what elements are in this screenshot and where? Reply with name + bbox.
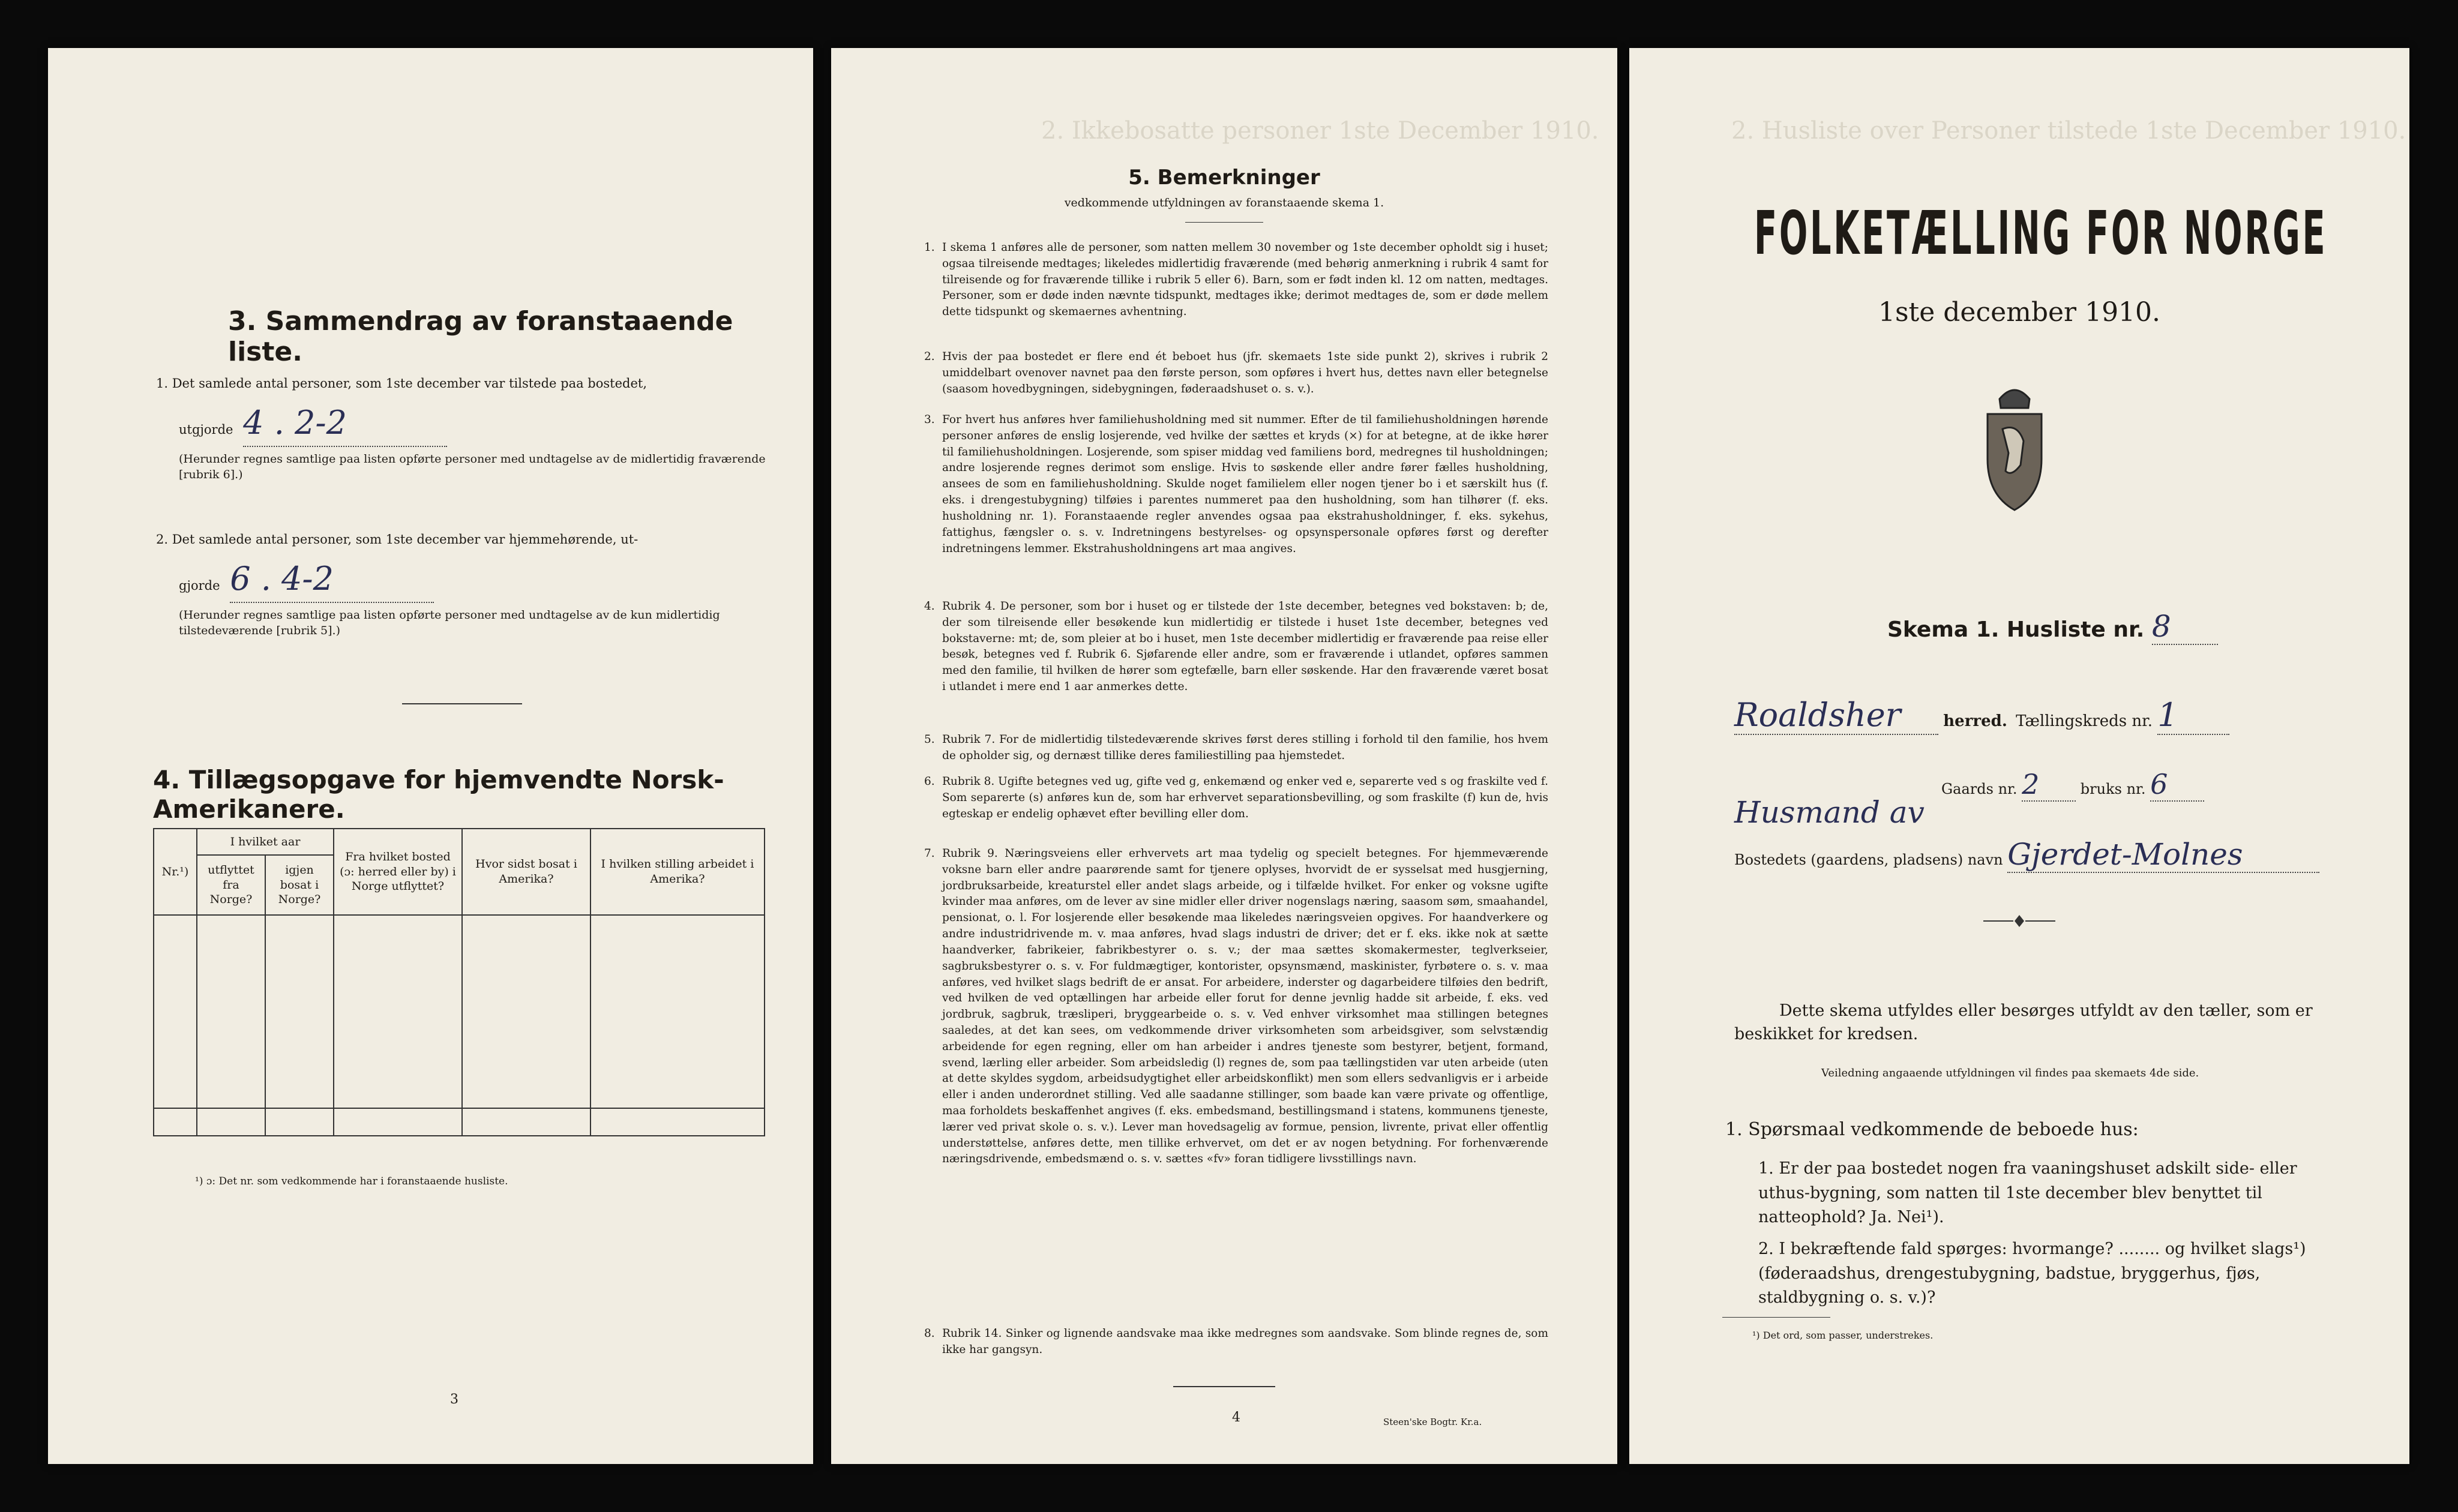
remark-number: 5. bbox=[924, 733, 935, 746]
table-cell bbox=[265, 970, 334, 998]
table-cell bbox=[334, 998, 462, 1025]
remark-number: 2. bbox=[924, 350, 935, 363]
herred-row bbox=[1734, 696, 2364, 735]
coat-of-arms-icon bbox=[1976, 375, 2054, 513]
table-cell bbox=[334, 915, 462, 943]
remark-number: 1. bbox=[924, 241, 935, 254]
col-utflyttet: utflyttet fra Norge? bbox=[197, 855, 265, 915]
faint-header-middle: 2. Ikkebosatte personer 1ste December 1910. bbox=[1041, 117, 1599, 145]
schema-row bbox=[1887, 609, 2218, 645]
table-cell bbox=[265, 943, 334, 970]
table-cell bbox=[265, 1025, 334, 1053]
table-cell bbox=[197, 970, 265, 998]
col-stilling-amerika: I hvilken stilling arbeidet i Amerika? bbox=[590, 829, 765, 915]
bosted-label: Bostedets (gaardens, pladsens) navn bbox=[1734, 851, 2003, 868]
herred-value: Roaldsher bbox=[1734, 696, 1938, 735]
table-cell bbox=[590, 943, 765, 970]
col-bosat-amerika: Hvor sidst bosat i Amerika? bbox=[462, 829, 590, 915]
table-cell bbox=[154, 943, 197, 970]
page-middle bbox=[831, 48, 1617, 1464]
remark-number: 8. bbox=[924, 1327, 935, 1340]
remark-number: 6. bbox=[924, 775, 935, 788]
remark-text: For hvert hus anføres hver familiehusholdning med sit nummer. Efter de til familiehusholdningen hørende personer anføres de enslig losjerende, ved hvilke der sættes et kryds (×) for at betegne, at de ikke hører til familiehusholdningen. Losjerende, som spiser middag ved familiens bord, medregnes til husholdningen; andre losjerende regnes derimot som enslige. Hvis to søskende eller andre fører fælles husholdning, ansees de som en familiehusholdning. Skulde noget familielem eller nogen tjener bo i et særskilt hus (f. eks. i drengestubygning) tilføies i parentes nummeret paa den husholdning, som han tilhører (f. eks. husholdning nr. 1). Foranstaaende regler anvendes ogsaa paa ekstrahusholdninger, f. eks. sykehus, fattighus, fængsler o. s. v. Indretningens bestyrelses- og opsynspersonale opføres først og derefter indretningens lemmer. Ekstrahusholdningens art maa angives. bbox=[942, 413, 1548, 555]
husmand-value: Husmand av bbox=[1734, 795, 1925, 830]
table-cell bbox=[462, 943, 590, 970]
table-cell bbox=[590, 1081, 765, 1108]
table-cell bbox=[197, 1081, 265, 1108]
remarks-subtitle: vedkommende utfyldningen av foranstaaende skema 1. bbox=[1064, 196, 1384, 209]
table-cell bbox=[334, 1025, 462, 1053]
table-cell bbox=[462, 998, 590, 1025]
bosted-row bbox=[1734, 837, 2370, 873]
table-row bbox=[154, 1081, 765, 1108]
section4-title: 4. Tillægsopgave for hjemvendte Norsk-Amerikanere. bbox=[153, 765, 724, 824]
remark-item bbox=[924, 412, 1548, 557]
table-cell bbox=[462, 915, 590, 943]
table-cell bbox=[197, 1108, 265, 1136]
col-group-aar: I hvilket aar bbox=[197, 829, 334, 855]
table-cell bbox=[462, 1025, 590, 1053]
remark-item bbox=[924, 240, 1548, 320]
table-cell bbox=[590, 1053, 765, 1081]
section3-item1-prefix: utgjorde bbox=[179, 422, 233, 437]
section3-item2-value: 6 . 4-2 bbox=[230, 556, 434, 604]
table-cell bbox=[154, 1053, 197, 1081]
table-cell bbox=[265, 1053, 334, 1081]
norsk-amerikanere-table bbox=[153, 828, 765, 1136]
remark-item bbox=[924, 732, 1548, 764]
kreds-value: 1 bbox=[2157, 696, 2229, 735]
table-cell bbox=[197, 943, 265, 970]
guide-note: Veiledning angaaende utfyldningen vil findes paa skemaets 4de side. bbox=[1821, 1067, 2199, 1079]
table-cell bbox=[590, 1108, 765, 1136]
remark-text: Rubrik 9. Næringsveiens eller erhvervets art maa tydelig og specielt betegnes. For hjemmeværende voksne barn eller andre paarørende samt for tjenere oplyses, hvorvidt de er sysselsat med husgjerning, jordbruksarbeide, kreaturstel eller andet slags arbeide, og i tilfælde hvilket. For enker og voksne ugifte kvinder maa anføres, om de lever av sine midler eller driver nogenslags næring, saasom søm, smaahandel, pensionat, o. l. For losjerende eller besøkende maa likeledes næringsveien opgives. For haandverkere og andre industridrivende m. v. maa anføres, hvad slags industri de driver; det er f. eks. ikke nok at sætte haandverker, fabrikeier, fabrikbestyrer o. s. v.; der maa sættes skomakermester, teglverkseier, sagbruksbestyrer o. s. v. For fuldmægtiger, kontorister, opsynsmænd, maskinister, fyrbøtere o. s. v. maa anføres, ved hvilket slags bedrift de er ansat. For arbeidere, inderster og dagarbeidere tilføies den bedrift, ved hvilken de ved optællingen har arbeide eller forut for denne jevnlig hadde sit arbeide, f. eks. ved jordbruk, sagbruk, træsliperi, bryggearbeide o. s. v. Ved enhver virksomhet maa stillingen betegnes saaledes, at det kan sees, om vedkommende driver virksomheten som arbeidsgiver, som selvstændig arbeidende for egen regning, eller om han arbeider i andres tjeneste som bestyrer, betjent, formand, svend, lærling eller arbeider. Som arbeidsledig (l) regnes de, som paa tællingstiden var uten arbeide (uten at dette skyldes sygdom, arbeidsudygtighet eller arbeidskonflikt) men som ellers sedvanligvis er i arbeide eller i anden underordnet stilling. Ved alle saadanne stillinger, som baade kan være private og offentlige, maa forholdets beskaffenhet angives (f. eks. embedsmand, bestillingsmand i statens, kommunens tjeneste, lærer ved privat skole o. s. v.). Lever man hovedsagelig av formue, pension, livrente, privat eller offentlig understøttelse, anføres dette, men tillike erhvervet, om det er av nogen betydning. For forhenværende næringsdrivende, embedsmænd o. s. v. sættes «fv» foran tidligere livsstillings navn. bbox=[942, 847, 1548, 1166]
col-nr: Nr.¹) bbox=[154, 829, 197, 915]
remark-text: I skema 1 anføres alle de personer, som natten mellem 30 november og 1ste december opholdt sig i huset; ogsaa tilreisende medtages; likeledes midlertidig fraværende (med behørig anmerkning i rubrik 4 samt for tilreisende og for fraværende tillike i rubrik 5 eller 6). Barn, som er født inden kl. 12 om natten, medtages. Personer, som er døde inden nævnte tidspunkt, medtages ikke; derimot medtages de, som er døde mellem dette tidspunkt og skemaernes avhentning. bbox=[942, 241, 1548, 319]
remark-text: Rubrik 7. For de midlertidig tilstedeværende skrives først deres stilling i forhold til den familie, hos hvem de opholder sig, og dernæst tillike deres familiestilling paa hjemstedet. bbox=[942, 733, 1548, 762]
remark-item bbox=[924, 599, 1548, 695]
table-cell bbox=[154, 970, 197, 998]
divider bbox=[1722, 1317, 1830, 1318]
table-cell bbox=[265, 1108, 334, 1136]
husliste-number: 8 bbox=[2152, 609, 2218, 645]
instruction-text: Dette skema utfyldes eller besørges utfyldt av den tæller, som er beskikket for kredsen. bbox=[1734, 1001, 2313, 1044]
remark-text: Rubrik 14. Sinker og lignende aandsvake maa ikke medregnes som aandsvake. Som blinde regnes de, som ikke har gangsyn. bbox=[942, 1327, 1548, 1356]
section3-item2-prefix: gjorde bbox=[179, 578, 220, 593]
table-cell bbox=[462, 1081, 590, 1108]
section3-item2 bbox=[156, 531, 780, 639]
remark-text: Hvis der paa bostedet er flere end ét beboet hus (jfr. skemaets 1ste side punkt 2), skrives i rubrik 2 umiddelbart ovenover navnet paa den første person, som opføres i hvert hus, dettes navn eller betegnelse (saasom hovedbygningen, sidebygningen, føderaadshuset o. s. v.). bbox=[942, 350, 1548, 395]
table-cell bbox=[462, 1108, 590, 1136]
page-number-middle: 4 bbox=[1232, 1410, 1240, 1425]
table-cell bbox=[154, 915, 197, 943]
remark-item bbox=[924, 774, 1548, 822]
table-row bbox=[154, 915, 765, 943]
section3-item1-text: 1. Det samlede antal personer, som 1ste december var tilstede paa bostedet, bbox=[156, 376, 648, 391]
table-row bbox=[154, 1053, 765, 1081]
remarks-title: 5. Bemerkninger bbox=[1128, 166, 1320, 190]
page-right bbox=[1629, 48, 2409, 1464]
gaards-row bbox=[1941, 768, 2204, 802]
remark-text: Rubrik 4. De personer, som bor i huset og er tilstede der 1ste december, betegnes ved bokstaven: b; de, der som tilreisende eller besøkende kun midlertidig er tilstede i huset 1ste december, betegnes ved bokstaverne: mt; de, som pleier at bo i huset, men 1ste december midlertidig er fraværende paa reise eller besøk, betegnes ved f. Rubrik 6. Sjøfarende eller andre, som er fraværende i utlandet, opføres sammen med den familie, til hvilken de hører som egtefælle, barn eller søskende. Har den fraværende været bosat i utlandet i mere end 1 aar anmerkes dette. bbox=[942, 600, 1548, 694]
table-cell bbox=[590, 1025, 765, 1053]
remark-number: 7. bbox=[924, 847, 935, 860]
remark-item bbox=[924, 1326, 1548, 1358]
section3-item1 bbox=[156, 375, 780, 483]
section3-item1-value: 4 . 2-2 bbox=[243, 400, 447, 448]
remark-number: 3. bbox=[924, 413, 935, 426]
table-row bbox=[154, 970, 765, 998]
table-cell bbox=[334, 1053, 462, 1081]
bruks-label: bruks nr. bbox=[2080, 781, 2146, 797]
table-cell bbox=[197, 1053, 265, 1081]
remark-number: 4. bbox=[924, 600, 935, 613]
footnote-right: ¹) Det ord, som passer, understrekes. bbox=[1752, 1330, 1934, 1341]
table-cell bbox=[154, 1108, 197, 1136]
table-cell bbox=[197, 915, 265, 943]
table-cell bbox=[154, 1025, 197, 1053]
table-row bbox=[154, 1025, 765, 1053]
table-row bbox=[154, 1108, 765, 1136]
bruks-value: 6 bbox=[2150, 768, 2204, 802]
schema-label: Skema 1. Husliste nr. bbox=[1887, 617, 2145, 642]
table-cell bbox=[334, 1108, 462, 1136]
table-row bbox=[154, 998, 765, 1025]
section3-item2-text: 2. Det samlede antal personer, som 1ste december var hjemmehørende, ut- bbox=[156, 532, 639, 547]
table-cell bbox=[265, 1081, 334, 1108]
page-number-left: 3 bbox=[450, 1392, 458, 1407]
question-header: 1. Spørsmaal vedkommende de beboede hus: bbox=[1725, 1119, 2139, 1140]
table-cell bbox=[334, 943, 462, 970]
table-cell bbox=[265, 915, 334, 943]
table-cell bbox=[462, 970, 590, 998]
census-date: 1ste december 1910. bbox=[1878, 297, 2161, 328]
section3-item2-note: (Herunder regnes samtlige paa listen opførte personer med undtagelse av de kun midlertidig tilstedeværende [rubrik 5].) bbox=[179, 608, 720, 638]
remark-text: Rubrik 8. Ugifte betegnes ved ug, gifte ved g, enkemænd og enker ved e, separerte ved s og fraskilte ved f. Som separerte (s) anføres kun de, som har erhvervet separationsbevilling, og som fraskilte (f) kun de, hvis egteskap er endelig ophævet efter bevilling eller dom. bbox=[942, 775, 1548, 820]
ornament-divider-icon bbox=[1980, 912, 2058, 930]
faint-header-right: 2. Husliste over Personer tilstede 1ste December 1910. bbox=[1731, 117, 2406, 145]
table-cell bbox=[590, 970, 765, 998]
bosted-value: Gjerdet-Molnes bbox=[2007, 837, 2319, 873]
table-cell bbox=[265, 998, 334, 1025]
herred-label: herred. bbox=[1943, 712, 2007, 730]
divider bbox=[402, 703, 522, 704]
kreds-label: Tællingskreds nr. bbox=[2016, 712, 2153, 730]
table-row bbox=[154, 943, 765, 970]
table-cell bbox=[462, 1053, 590, 1081]
section3-item1-note: (Herunder regnes samtlige paa listen opførte personer med undtagelse av de midlertidig fraværende [rubrik 6].) bbox=[179, 452, 766, 482]
table-cell bbox=[590, 915, 765, 943]
printer-mark: Steen'ske Bogtr. Kr.a. bbox=[1383, 1417, 1482, 1427]
section4-footnote: ¹) ɔ: Det nr. som vedkommende har i foranstaaende husliste. bbox=[195, 1175, 508, 1187]
table-cell bbox=[154, 1081, 197, 1108]
gaards-value: 2 bbox=[2022, 768, 2076, 802]
question-1: 1. Er der paa bostedet nogen fra vaaningshuset adskilt side- eller uthus-bygning, som natten til 1ste december blev benyttet til natteophold? Ja. Nei¹). bbox=[1758, 1159, 2297, 1226]
table-cell bbox=[334, 1081, 462, 1108]
divider bbox=[1173, 1386, 1275, 1387]
divider bbox=[1185, 222, 1263, 223]
remark-item bbox=[924, 846, 1548, 1168]
table-cell bbox=[197, 1025, 265, 1053]
table-cell bbox=[197, 998, 265, 1025]
col-bosted-norge: Fra hvilket bosted (ɔ: herred eller by) i Norge utflyttet? bbox=[334, 829, 462, 915]
page-left bbox=[48, 48, 813, 1464]
section3-title: 3. Sammendrag av foranstaaende liste. bbox=[228, 306, 733, 367]
table-cell bbox=[334, 970, 462, 998]
col-igjen-bosat: igjen bosat i Norge? bbox=[265, 855, 334, 915]
census-title: FOLKETÆLLING FOR NORGE bbox=[1754, 198, 2328, 268]
table-cell bbox=[154, 998, 197, 1025]
table-cell bbox=[590, 998, 765, 1025]
question-2: 2. I bekræftende fald spørges: hvormange? ........ og hvilket slags¹) (føderaadshus, drengestubygning, badstue, bryggerhus, fjøs, staldbygning o. s. v.)? bbox=[1758, 1240, 2306, 1307]
gaards-label: Gaards nr. bbox=[1941, 781, 2018, 797]
remark-item bbox=[924, 349, 1548, 397]
